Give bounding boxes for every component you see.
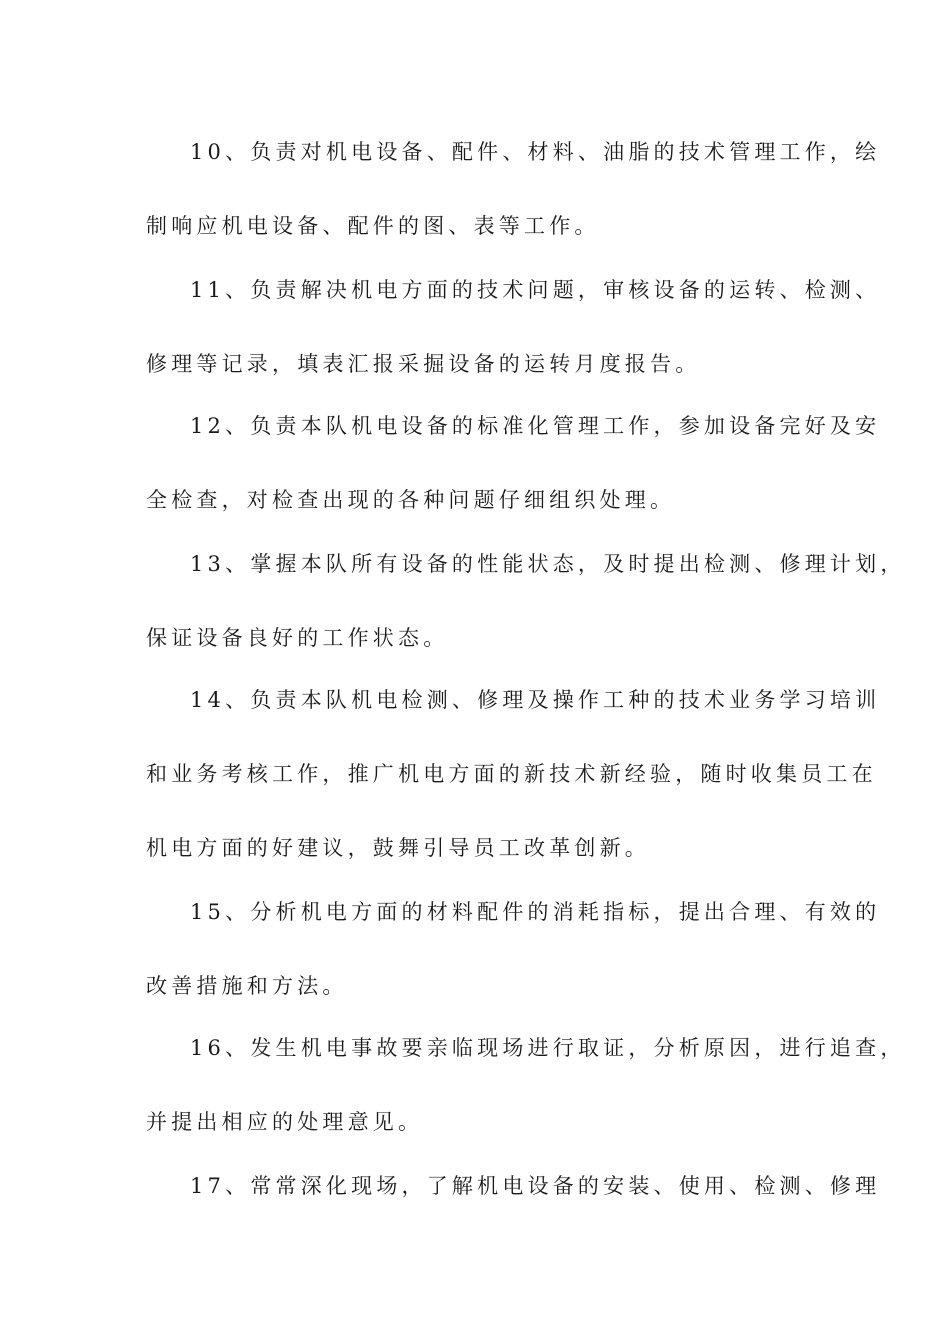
paragraph-16-line-1: 16、发生机电事故要亲临现场进行取证，分析原因，进行追查， xyxy=(190,1036,906,1060)
paragraph-16-line-2: 并提出相应的处理意见。 xyxy=(146,1110,424,1134)
paragraph-17-line-1: 17、常常深化现场，了解机电设备的安装、使用、检测、修理 xyxy=(190,1174,881,1198)
paragraph-10-line-1: 10、负责对机电设备、配件、材料、油脂的技术管理工作，绘 xyxy=(190,140,881,164)
paragraph-11-line-1: 11、负责解决机电方面的技术问题，审核设备的运转、检测、 xyxy=(190,278,881,302)
paragraph-13-line-1: 13、掌握本队所有设备的性能状态，及时提出检测、修理计划， xyxy=(190,552,906,576)
paragraph-11-line-2: 修理等记录，填表汇报采掘设备的运转月度报告。 xyxy=(146,352,701,376)
paragraph-14-line-2: 和业务考核工作，推广机电方面的新技术新经验，随时收集员工在 xyxy=(146,762,877,786)
paragraph-15-line-2: 改善措施和方法。 xyxy=(146,974,348,998)
paragraph-14-line-1: 14、负责本队机电检测、修理及操作工种的技术业务学习培训 xyxy=(190,688,881,712)
paragraph-12-line-2: 全检查，对检查出现的各种问题仔细组织处理。 xyxy=(146,488,676,512)
paragraph-13-line-2: 保证设备良好的工作状态。 xyxy=(146,626,449,650)
paragraph-15-line-1: 15、分析机电方面的材料配件的消耗指标，提出合理、有效的 xyxy=(190,900,881,924)
paragraph-14-line-3: 机电方面的好建议，鼓舞引导员工改革创新。 xyxy=(146,836,650,860)
paragraph-10-line-2: 制响应机电设备、配件的图、表等工作。 xyxy=(146,214,600,238)
paragraph-12-line-1: 12、负责本队机电设备的标准化管理工作，参加设备完好及安 xyxy=(190,414,881,438)
